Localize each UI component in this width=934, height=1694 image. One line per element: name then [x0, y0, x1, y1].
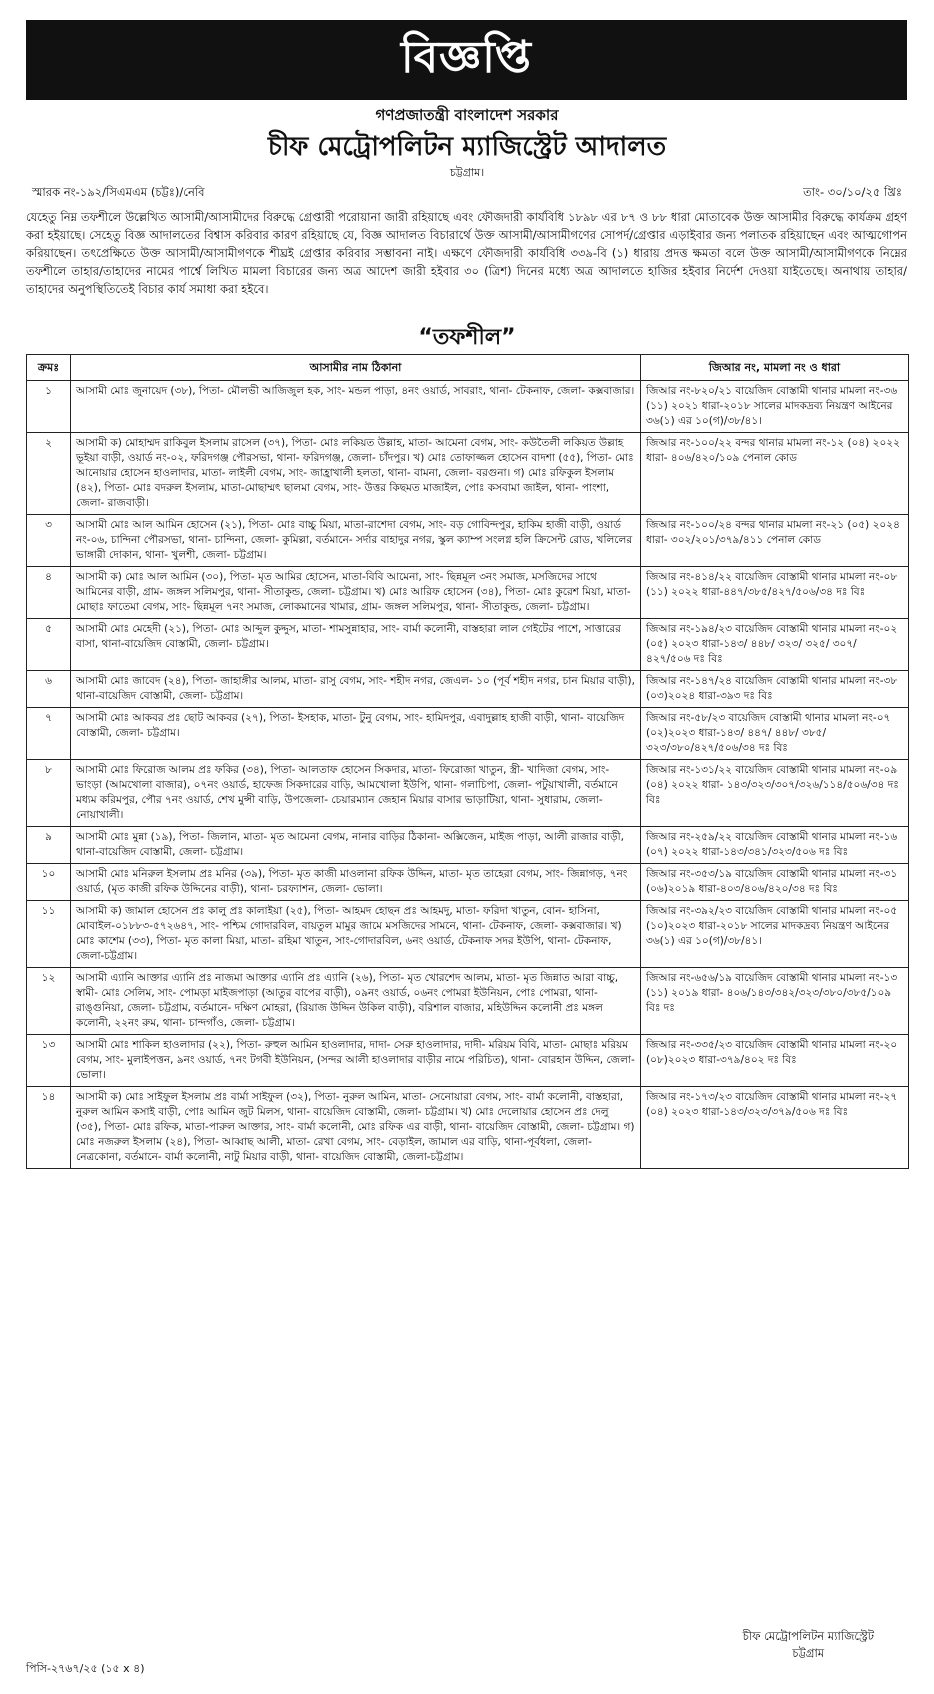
cell-serial: ৭	[27, 708, 71, 760]
header-serial: ক্রমঃ	[27, 355, 71, 381]
table-row	[27, 1087, 909, 1169]
cell-accused: আসামী মোঃ মনিরুল ইসলাম প্রঃ মনির (৩৯), পিতা- মৃত কাজী মাওলানা রফিক উদ্দিন, মাতা- মৃত তাহেরা বেগম, সাং- জিন্নাগড়, ৭নং ওয়ার্ড, (মৃত কাজী রফিক উদ্দিনের বাড়ী), থানা- চরফ্যাশন, জেলা- ভোলা।	[71, 864, 641, 901]
cell-case: জিআর নং-১৯৪/২৩ বায়েজিদ বোস্তামী থানার মামলা নং-০২ (০৫) ২০২৩ ধারা-১৪৩/ ৪৪৮/ ৩২৩/ ৩২৫/ ৩০৭/ ৪২৭/৫০৬ দঃ বিঃ	[641, 619, 909, 671]
table-row	[27, 567, 909, 619]
cell-case: জিআর নং-৩৩৫/২৩ বায়েজিদ বোস্তামী থানার মামলা নং-২০ (০৮)২০২৩ ধারা-৩৭৯/৪০২ দঃ বিঃ	[641, 1035, 909, 1087]
cell-serial: ৯	[27, 827, 71, 864]
signature-block	[743, 1628, 874, 1662]
table-header-row	[27, 355, 909, 381]
cell-accused: আসামী ক) মোঃ আল আমিন (৩০), পিতা- মৃত আমির হোসেন, মাতা-বিবি আমেনা, সাং- ছিন্নমূল ৩নং সমাজ, মসজিদের সাথে আমিনের বাড়ী, গ্রাম- জঙ্গল সলিমপুর, থানা- সীতাকুন্ড, জেলা- চট্টগ্রাম। খ) মোঃ আরিফ হোসেন (৩৪), পিতা- মোঃ কুরেশ মিয়া, মাতা- মোছাঃ ফাতেমা বেগম, সাং- ছিন্নমূল ৭নং সমাজ, লোকমানের খামার, গ্রাম- জঙ্গল সলিমপুর, থানা- সীতাকুন্ড, জেলা- চট্টগ্রাম।	[71, 567, 641, 619]
table-row	[27, 901, 909, 968]
header-case: জিআর নং, মামলা নং ও ধারা	[641, 355, 909, 381]
cell-serial: ১৪	[27, 1087, 71, 1169]
signature-title: চীফ মেট্রোপলিটন ম্যাজিস্ট্রেট	[742, 1629, 874, 1643]
cell-case: জিআর নং-৮২০/২১ বায়েজিদ বোস্তামী থানার মামলা নং-৩৬ (১১) ২০২১ ধারা-২০১৮ সালের মাদকদ্রব্য নিয়ন্ত্রণ আইনের ৩৬(১) এর ১০(গ)/৩৮/৪১।	[641, 381, 909, 433]
cell-case: জিআর নং-১৩১/২২ বায়েজিদ বোস্তামী থানার মামলা নং-০৯ (০৪) ২০২২ ধারা- ১৪৩/৩২৩/৩০৭/৩২৬/১১৪/৫০৬/৩৪ দঃ বিঃ	[641, 760, 909, 827]
intro-paragraph: যেহেতু নিম্ন তফশীলে উল্লেখিত আসামী/আসামীদের বিরুদ্ধে গ্রেপ্তারী পরোয়ানা জারী রহিয়াছে এবং ফৌজদারী কার্যবিধি ১৮৯৮ এর ৮৭ ও ৮৮ ধারা মোতাবেক উক্ত আসামীর বিরুদ্ধে কার্যক্রম গ্রহণ করা হইয়াছে। সেহেতু বিজ্ঞ আদালতের বিশ্বাস করিবার কারণ রহিয়াছে যে, বিজ্ঞ আদালত বিচারার্থে উক্ত আসামী/আসামীগণের সোপর্দ/গ্রেপ্তার এড়াইবার জন্য পলাতক রহিয়াছেন এবং আত্মগোপন করিয়াছেন। তৎপ্রেক্ষিতে উক্ত আসামী/আসামীগণকে শীঘ্রই গ্রেপ্তার করিবার সম্ভাবনা নাই। এক্ষণে ফৌজদারী কার্যবিধি ৩৩৯-বি (১) ধারায় প্রদত্ত ক্ষমতা বলে উক্ত আসামী/আসামীগণকে নিম্নের তফশীলে তাহার/তাহাদের নামের পার্শ্বে লিখিত মামলা বিচারের জন্য অত্র আদেশ জারী হইবার ৩০ (ত্রিশ) দিনের মধ্যে অত্র আদালতে হাজির হইবার নির্দেশ দেওয়া যাইতেছে। অনাথায় তাহার/তাহাদের অনুপস্থিতিতেই বিচার কার্য সমাধা করা হইবে।	[26, 210, 907, 296]
cell-serial: ১৩	[27, 1035, 71, 1087]
cell-accused: আসামী ক) মোঃ সাইফুল ইসলাম প্রঃ বার্মা সাইফুল (৩২), পিতা- নুরুল আমিন, মাতা- সেনোয়ারা বেগম, সাং- বার্মা কলোনী, বাস্তহারা, নুরুল আমিন কসাই বাড়ী, পোঃ আমিন জুট মিলস, থানা- বায়েজিদ বোস্তামী, জেলা- চট্টগ্রাম। খ) মোঃ দেলোয়ার হোসেন প্রঃ দেলু (৩৫), পিতা- মোঃ রফিক, মাতা-পারুল আক্তার, সাং- বার্মা কলোনী, মোঃ রফিক এর বাড়ী, থানা- বায়েজিদ বোস্তামী, জেলা- চট্টগ্রাম। গ) মোঃ নজরুল ইসলাম (২৪), পিতা- আব্বাছ আলী, মাতা- রেখা বেগম, সাং- বেড়াইল, জামাল এর বাড়ি, থানা-পূর্বধলা, জেলা- নেত্রকোনা, বর্তমানে- বার্মা কলোনী, নাটু মিয়ার বাড়ী, থানা- বায়েজিদ বোস্তামী, জেলা-চট্টগ্রাম।	[71, 1087, 641, 1169]
cell-serial: ৬	[27, 671, 71, 708]
cell-serial: ৫	[27, 619, 71, 671]
cell-accused: আসামী মোঃ মেহেদী (২১), পিতা- মোঃ আব্দুল কুদ্দুস, মাতা- শামসুন্নাহার, সাং- বার্মা কলোনী, বাস্তহারা লাল গেইটের পাশে, সাত্তারের বাসা, থানা-বায়েজিদ বোস্তামী, জেলা- চট্টগ্রাম।	[71, 619, 641, 671]
table-row	[27, 1035, 909, 1087]
cell-accused: আসামী মোঃ মুন্না (১৯), পিতা- জিলান, মাতা- মৃত আমেনা বেগম, নানার বাড়ির ঠিকানা- অক্সিজেন, মাইজ পাড়া, আলী রাজার বাড়ী, থানা-বায়েজিদ বোস্তামী, জেলা- চট্টগ্রাম।	[71, 827, 641, 864]
cell-serial: ১	[27, 381, 71, 433]
cell-accused: আসামী ক) জামাল হোসেন প্রঃ কালু প্রঃ কালাইয়া (২৫), পিতা- আহমদ হোছন প্রঃ আহমদু, মাতা- ফরিদা খাতুন, বোন- হাসিনা, মোবাইল-০১৮৮৩-৫৭২৬৪৭, সাং- পশ্চিম গোদারবিল, বায়তুল মামুর জামে মসজিদের সামনে, থানা- টেকনাফ, জেলা- কক্সবাজার। খ) মোঃ কাশেম (৩৩), পিতা- মৃত কালা মিয়া, মাতা- রহিমা খাতুন, সাং-গোদারবিল, ৬নং ওয়ার্ড, টেকনাফ সদর ইউপি, থানা- টেকনাফ, জেলা-চট্টগ্রাম।	[71, 901, 641, 968]
notice-date: তাং- ৩০/১০/২৫ খ্রিঃ	[803, 185, 902, 199]
header-accused: আসামীর নাম ঠিকানা	[71, 355, 641, 381]
cell-case: জিআর নং-৫৮/২৩ বায়েজিদ বোস্তামী থানার মামলা নং-০৭ (০২)২০২৩ ধারা-১৪৩/ ৪৪৭/ ৪৪৮/ ৩৮৫/ ৩২৩/৩৮০/৪২৭/৫০৬/৩৪ দঃ বিঃ	[641, 708, 909, 760]
cell-accused: আসামী মোঃ আকবর প্রঃ ছোট আকবর (২৭), পিতা- ইসহাক, মাতা- টুনু বেগম, সাং- হামিদপুর, এবাদুল্লাহ হাজী বাড়ী, থানা- বায়েজিদ বোস্তামী, জেলা- চট্টগ্রাম।	[71, 708, 641, 760]
cell-case: জিআর নং-১০০/২২ বন্দর থানার মামলা নং-১২ (০৪) ২০২২ ধারা- ৪০৬/৪২০/১০৯ পেনাল কোড	[641, 433, 909, 515]
cell-accused: আসামী মোঃ ফিরোজ আলম প্রঃ ফকির (৩৪), পিতা- আলতাফ হোসেন সিকদার, মাতা- ফিরোজা খাতুন, স্ত্রী- খাদিজা বেগম, সাং- ভাংড়া (আমখোলা বাজার), ০৭নং ওয়ার্ড, হাফেজ সিকদারের বাড়ি, আমখোলা ইউপি, থানা- গলাচিপা, জেলা- পটুয়াখালী, বর্তমানে মধ্যম করিমপুর, পৌর ৭নং ওয়ার্ড, শেখ মুন্সী বাড়ি, উপজেলা- চেয়ারম্যান জেহান মিয়ার বাসার ভাড়াটিয়া, থানা- সুধারাম, জেলা- নোয়াখালী।	[71, 760, 641, 827]
table-row	[27, 827, 909, 864]
cell-serial: ১১	[27, 901, 71, 968]
table-row	[27, 619, 909, 671]
cell-serial: ৪	[27, 567, 71, 619]
table-row	[27, 433, 909, 515]
cell-case: জিআর নং-৩৫৩/১৯ বায়েজিদ বোস্তামী থানার মামলা নং-৩১ (০৬)২০১৯ ধারা-৪০৩/৪০৬/৪২০/৩৪ দঃ বিঃ	[641, 864, 909, 901]
cell-case: জিআর নং-৪১৪/২২ বায়েজিদ বোস্তামী থানার মামলা নং-০৮ (১১) ২০২২ ধারা-৪৪৭/৩৮৫/৪২৭/৫০৬/৩৪ দঃ বিঃ	[641, 567, 909, 619]
table-row	[27, 515, 909, 567]
cell-case: জিআর নং-১৭৩/২৩ বায়েজিদ বোস্তামী থানার মামলা নং-২৭ (০৪) ২০২৩ ধারা-১৪৩/৩২৩/৩৭৯/৫০৬ দঃ বিঃ	[641, 1087, 909, 1169]
cell-serial: ২	[27, 433, 71, 515]
table-row	[27, 671, 909, 708]
table-row	[27, 760, 909, 827]
schedule-table	[26, 354, 909, 1169]
cell-accused: আসামী এ্যানি আক্তার এ্যানি প্রঃ নাজমা আক্তার এ্যানি প্রঃ এ্যানি (২৬), পিতা- মৃত খোরশেদ আলম, মাতা- মৃত জিন্নাত আরা বাচ্চু, স্বামী- মোঃ সেলিম, সাং- পোমড়া মাইজপাড়া (আতুর বাপের বাড়ী), ০৯নং ওয়ার্ড, ০৬নং পোমরা ইউনিয়ন, পোঃ পোমরা, থানা- রাঙ্গুনিয়া, জেলা- চট্টগ্রাম, বর্তমানে- দক্ষিণ মোহরা, (রিয়াজ উদ্দিন উকিল বাড়ী), বরিশাল বাজার, মহিউদ্দিন কলোনী প্রঃ মঙ্গল কলোনী, ২২নং রুম, থানা- চান্দগাঁও, জেলা- চট্টগ্রাম।	[71, 968, 641, 1035]
cell-case: জিআর নং-২৫৯/২২ বায়েজিদ বোস্তামী থানার মামলা নং-১৬ (০৭) ২০২২ ধারা-১৪৩/৩৪১/৩২৩/৫০৬ দঃ বিঃ	[641, 827, 909, 864]
cell-case: জিআর নং-১০০/২৪ বন্দর থানার মামলা নং-২১ (০৫) ২০২৪ ধারা- ৩০২/২০১/৩৭৯/৪১১ পেনাল কোড	[641, 515, 909, 567]
cell-accused: আসামী ক) মোহাম্মদ রাকিবুল ইসলাম রাসেল (৩৭), পিতা- মোঃ লকিয়ত উল্লাহ, মাতা- আমেনা বেগম, সাং- কউতৈলী লকিয়ত উল্লাহ ভূইয়া বাড়ী, ওয়ার্ড নং-০২, ফরিদগঞ্জ পৌরসভা, থানা- ফরিদগঞ্জ, জেলা- চাঁদপুর। খ) মোঃ তোফাজ্জল হোসেন বাদশা (৫৫), পিতা- মোঃ আনোয়ার হোসেন হাওলাদার, মাতা- লাইলী বেগম, সাং- জাহ্রাখালী হলতা, থানা- বামনা, জেলা- বরগুনা। গ) মোঃ রফিকুল ইসলাম (৪২), পিতা- মোঃ বদরুল ইসলাম, মাতা-মোছাম্মৎ ছালমা বেগম, সাং- উত্তর কিছমত মাজাইল, পোঃ কসবামা জাইল, থানা- পাংশা, জেলা- রাজবাড়ী।	[71, 433, 641, 515]
memo-number: স্মারক নং-১৯২/সিএমএম (চট্টঃ)/নেবি	[32, 185, 205, 199]
signature-city: চট্টগ্রাম	[792, 1646, 825, 1660]
cell-serial: ১২	[27, 968, 71, 1035]
cell-accused: আসামী মোঃ জাবেদ (২৪), পিতা- জাহাঙ্গীর আলম, মাতা- রাসু বেগম, সাং- শহীদ নগর, জেএল- ১০ (পূর্ব শহীদ নগর, চান মিয়ার বাড়ী), থানা-বায়েজিদ বোস্তামী, জেলা- চট্টগ্রাম।	[71, 671, 641, 708]
table-row	[27, 381, 909, 433]
notice-banner: বিজ্ঞপ্তি	[26, 20, 907, 100]
government-name: গণপ্রজাতন্ত্রী বাংলাদেশ সরকার	[375, 106, 559, 124]
table-row	[27, 968, 909, 1035]
schedule-title: “তফশীল”	[418, 325, 516, 350]
cell-serial: ৮	[27, 760, 71, 827]
table-row	[27, 864, 909, 901]
cell-serial: ১০	[27, 864, 71, 901]
cell-case: জিআর নং-৬৫৬/১৯ বায়েজিদ বোস্তামী থানার মামলা নং-১৩ (১১) ২০১৯ ধারা- ৪০৬/১৪৩/৩৪২/৩২৩/৩৮০/৩৮৫/১০৯ বিঃ দঃ	[641, 968, 909, 1035]
cell-serial: ৩	[27, 515, 71, 567]
footer-code: পিসি-২৭৬৭/২৫ (১৫ x ৪)	[26, 1662, 145, 1675]
court-city: চট্টগ্রাম।	[449, 166, 485, 179]
court-name: চীফ মেট্রোপলিটন ম্যাজিস্ট্রেট আদালত	[267, 132, 667, 162]
cell-accused: আসামী মোঃ শাকিল হাওলাদার (২২), পিতা- রুহুল আমিন হাওলাদার, দাদা- সেরু হাওলাদার, দাদী- মরিয়ম বিবি, মাতা- মোছাঃ মরিয়ম বেগম, সাং- মুলাইপত্তন, ৯নং ওয়ার্ড, ৭নং টগবী ইউনিয়ন, (সন্দর আলী হাওলাদার বাড়ীর নামে পরিচিত), থানা- বোরহান উদ্দিন, জেলা- ভোলা।	[71, 1035, 641, 1087]
cell-case: জিআর নং-৩৯২/২৩ বায়েজিদ বোস্তামী থানার মামলা নং-০৫ (১০)২০২৩ ধারা-২০১৮ সালের মাদকদ্রব্য নিয়ন্ত্রণ আইনের ৩৬(১) এর ১০(গ)/৩৮/৪১।	[641, 901, 909, 968]
cell-case: জিআর নং-১৪৭/২৪ বায়েজিদ বোস্তামী থানার মামলা নং-৩৮ (০৩)২০২৪ ধারা-৩৯৩ দঃ বিঃ	[641, 671, 909, 708]
cell-accused: আসামী মোঃ জুনায়েদ (৩৮), পিতা- মৌলভী আজিজুল হক, সাং- মন্ডল পাড়া, ৪নং ওয়ার্ড, সাবরাং, থানা- টেকনাফ, জেলা- কক্সবাজার।	[71, 381, 641, 433]
cell-accused: আসামী মোঃ আল আমিন হোসেন (২১), পিতা- মোঃ বাচ্চু মিয়া, মাতা-রাশেদা বেগম, সাং- বড় গোবিন্দপুর, হাকিম হাজী বাড়ী, ওয়ার্ড নং-০৬, চান্দিনা পৌরসভা, থানা- চান্দিনা, জেলা- কুমিল্লা, বর্তমানে- সর্দার বাহাদুর নগর, স্কুল ক্যাম্প সংলগ্ন হলি ক্রিসেন্ট রোড, খলিলের ভাঙ্গারী দোকান, থানা- খুলশী, জেলা- চট্টগ্রাম।	[71, 515, 641, 567]
table-row	[27, 708, 909, 760]
